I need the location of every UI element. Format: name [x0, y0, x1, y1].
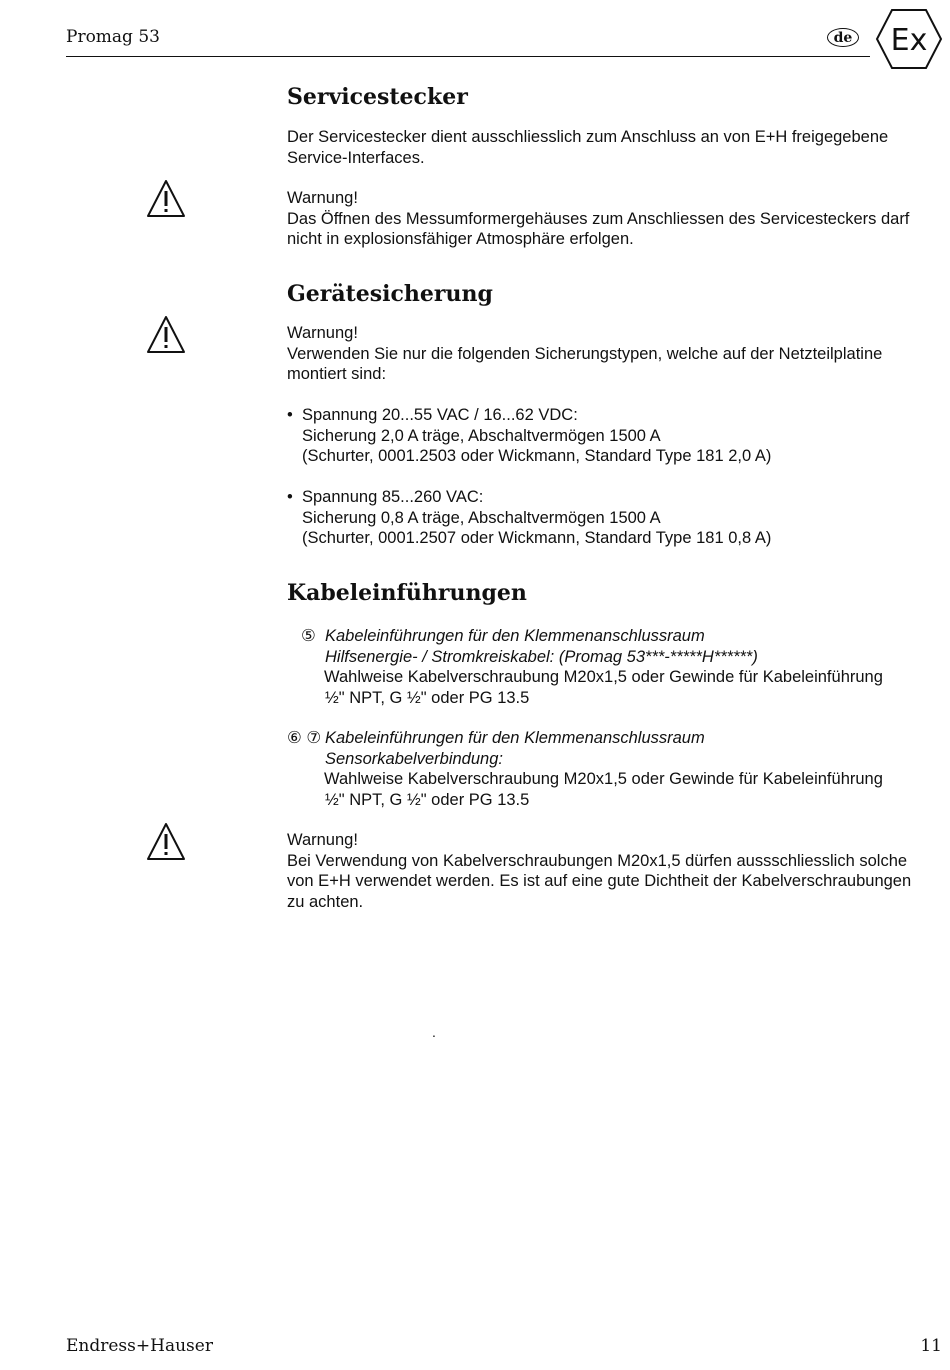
bullet-icon: • [287, 406, 293, 424]
section-heading-geraetesicherung: Gerätesicherung [287, 281, 493, 307]
header-divider [66, 56, 870, 57]
language-badge: de [827, 28, 859, 47]
section-heading-servicestecker: Servicestecker [287, 84, 468, 110]
ex-mark-label: Ex [890, 23, 928, 58]
section-heading-kabeleinfuehrungen: Kabeleinführungen [287, 580, 527, 606]
bullet-icon: • [287, 488, 293, 506]
fuse-list-item: • Spannung 20...55 VAC / 16...62 VDC: Sicherung 2,0 A träge, Abschaltvermögen 1500 A (Schurter, 0001.2503 oder Wickmann, Standard Type 181 2,0 A) [287, 406, 772, 465]
document-title: Promag 53 [66, 27, 160, 47]
servicestecker-description: Der Servicestecker dient ausschliesslich zum Anschluss an von E+H freigegebene Service-Interfaces. [287, 128, 889, 167]
brand-name: Endress+Hauser [66, 1336, 213, 1356]
warning-triangle-icon [146, 315, 186, 355]
warning-title: Warnung! [287, 831, 358, 849]
kabel-warning: Warnung! Bei Verwendung von Kabelverschraubungen M20x1,5 dürfen aussschliesslich solche von E+H verwendet werden. Es ist auf eine gute Dichtheit der Kabelverschraubungen zu achten. [287, 831, 912, 911]
item-number: ⑤ [301, 627, 316, 645]
cable-entry-item: ⑤ Kabeleinführungen für den Klemmenanschlussraum Hilfsenergie- / Stromkreiskabel: (Promag 53***-*****H******) Wahlweise Kabelverschraubung M20x1,5 oder Gewinde für Kabeleinführung ½" NPT, G ½" oder PG 13.5 [301, 627, 883, 707]
fuse-list-item: • Spannung 85...260 VAC: Sicherung 0,8 A träge, Abschaltvermögen 1500 A (Schurter, 0001.2507 oder Wickmann, Standard Type 181 0,8 A) [287, 488, 772, 547]
stray-mark: . [432, 1024, 436, 1040]
warning-triangle-icon [146, 822, 186, 862]
servicestecker-warning: Warnung! Das Öffnen des Messumformergehäuses zum Anschliessen des Servicesteckers darf nicht in explosionsfähiger Atmosphäre erfolgen. [287, 189, 910, 248]
geraetesicherung-warning: Warnung! Verwenden Sie nur die folgenden Sicherungstypen, welche auf der Netzteilplatine montiert sind: [287, 324, 883, 383]
warning-triangle-icon [146, 179, 186, 219]
warning-title: Warnung! [287, 324, 358, 342]
warning-title: Warnung! [287, 189, 358, 207]
item-number: ⑥ ⑦ [287, 729, 322, 747]
ex-hexagon-icon [875, 8, 943, 70]
cable-entry-item: ⑥ ⑦ Kabeleinführungen für den Klemmenanschlussraum Sensorkabelverbindung: Wahlweise Kabelverschraubung M20x1,5 oder Gewinde für Kabeleinführung ½" NPT, G ½" oder PG 13.5 [287, 729, 883, 809]
page-number: 11 [920, 1336, 942, 1356]
